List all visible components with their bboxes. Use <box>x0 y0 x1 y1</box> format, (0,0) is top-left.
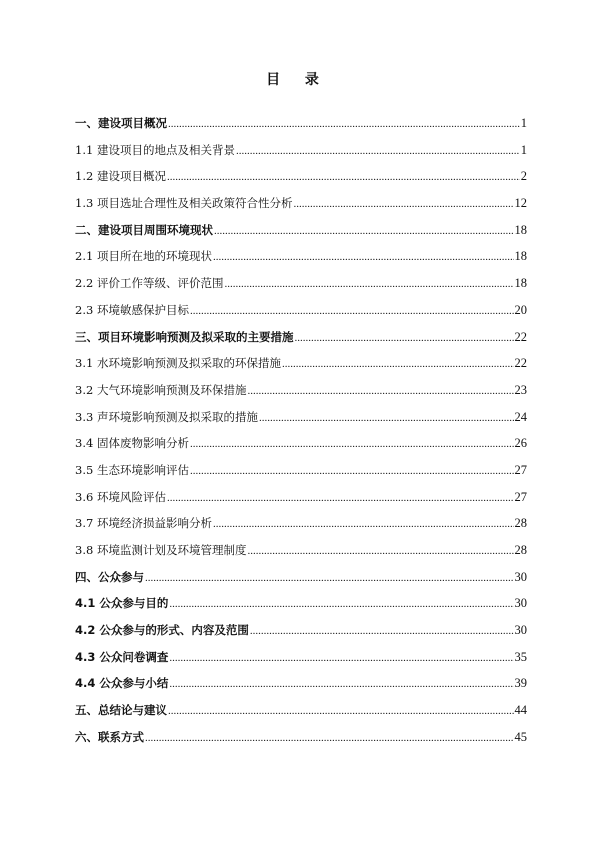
toc-entry-label: 3.3 声环境影响预测及拟采取的措施 <box>75 409 258 424</box>
toc-entry[interactable] <box>75 513 527 540</box>
toc-entry-label: 3.8 环境监测计划及环境管理制度 <box>75 543 247 557</box>
toc-leader <box>293 194 513 214</box>
toc-entry-label: 3.2 大气环境影响预测及环保措施 <box>75 382 247 397</box>
toc-entry[interactable] <box>75 647 527 674</box>
toc-entry-page: 39 <box>514 676 527 691</box>
toc-entry-label: 1.1 建设项目的地点及相关背景 <box>75 142 235 157</box>
toc-entry[interactable] <box>75 727 527 754</box>
toc-entry[interactable] <box>75 407 527 434</box>
toc-entry[interactable] <box>75 567 527 594</box>
toc-leader <box>236 141 520 161</box>
toc-entry[interactable] <box>75 700 527 727</box>
toc-leader <box>169 594 513 614</box>
toc-entry-page: 22 <box>514 356 527 371</box>
toc-entry-page: 24 <box>514 409 527 424</box>
toc-entry-page: 18 <box>514 222 527 237</box>
toc-entry-label: 3.6 环境风险评估 <box>75 489 166 504</box>
toc-entry-label: 4.2 公众参与的形式、内容及范围 <box>75 623 249 638</box>
toc-entry-page: 1 <box>520 116 527 130</box>
toc-entry[interactable] <box>75 300 527 327</box>
toc-entry[interactable] <box>75 353 527 380</box>
toc-entry-page: 23 <box>514 382 527 397</box>
toc-entry-label: 3.4 固体废物影响分析 <box>75 436 189 451</box>
toc-entry[interactable] <box>75 433 527 460</box>
toc-leader <box>168 114 520 134</box>
toc-entry-page: 35 <box>514 649 527 664</box>
toc-entry[interactable] <box>75 327 527 354</box>
toc-leader <box>167 167 520 187</box>
toc-entry-label: 3.7 环境经济损益影响分析 <box>75 516 212 531</box>
toc-entry-label: 四、公众参与 <box>75 569 144 584</box>
toc-entry[interactable] <box>75 380 527 407</box>
toc-leader <box>167 488 514 508</box>
toc-entry[interactable] <box>75 487 527 514</box>
toc-leader <box>213 514 514 534</box>
toc-entry-page: 45 <box>514 729 527 744</box>
toc-entry-label: 4.3 公众问卷调查 <box>75 649 169 664</box>
toc-entry-label: 五、总结论与建议 <box>75 703 167 718</box>
toc-entry-label: 2.3 环境敏感保护目标 <box>75 302 189 317</box>
toc-leader <box>250 621 514 641</box>
toc-entry-label: 3.1 水环境影响预测及拟采取的环保措施 <box>75 356 281 371</box>
toc-entry-page: 44 <box>514 703 527 718</box>
toc-entry-label: 3.5 生态环境影响评估 <box>75 462 189 477</box>
toc-entry-label: 2.1 项目所在地的环境现状 <box>75 249 212 264</box>
toc-entry-page: 12 <box>514 196 527 211</box>
toc-leader <box>224 274 513 294</box>
toc-entry-page: 27 <box>514 462 527 477</box>
toc-entry-page: 27 <box>514 489 527 504</box>
toc-leader <box>247 541 513 561</box>
toc-entry[interactable] <box>75 460 527 487</box>
toc-leader <box>190 301 514 321</box>
toc-entry[interactable] <box>75 273 527 300</box>
toc-entry[interactable] <box>75 220 527 247</box>
toc-entry-page: 26 <box>514 436 527 451</box>
toc-leader <box>247 381 513 401</box>
table-of-contents <box>75 113 527 754</box>
toc-entry[interactable] <box>75 246 527 273</box>
toc-entry[interactable] <box>75 140 527 167</box>
toc-entry-page: 30 <box>514 569 527 584</box>
toc-leader <box>282 354 514 374</box>
toc-entry-label: 4.4 公众参与小结 <box>75 676 169 691</box>
toc-leader <box>190 434 514 454</box>
toc-entry[interactable] <box>75 593 527 620</box>
toc-entry-page: 22 <box>514 329 527 344</box>
toc-entry[interactable] <box>75 113 527 140</box>
toc-entry-label: 二、建设项目周围环境现状 <box>75 222 213 237</box>
toc-leader <box>214 221 514 241</box>
toc-entry-page: 28 <box>514 543 527 557</box>
toc-entry-page: 18 <box>514 276 527 291</box>
toc-entry-label: 2.2 评价工作等级、评价范围 <box>75 276 224 291</box>
toc-entry-page: 30 <box>514 623 527 638</box>
toc-entry-label: 三、项目环境影响预测及拟采取的主要措施 <box>75 329 294 344</box>
toc-entry-page: 28 <box>514 516 527 531</box>
toc-leader <box>145 568 514 588</box>
toc-leader <box>190 461 514 481</box>
toc-entry-page: 18 <box>514 249 527 264</box>
toc-leader <box>168 701 514 721</box>
toc-entry-label: 六、联系方式 <box>75 729 144 744</box>
toc-entry[interactable] <box>75 620 527 647</box>
toc-leader <box>169 648 513 668</box>
toc-entry[interactable] <box>75 673 527 700</box>
toc-title: 目 录 <box>266 72 329 88</box>
toc-entry[interactable] <box>75 166 527 193</box>
toc-entry-label: 一、建设项目概况 <box>75 116 167 130</box>
toc-entry-label: 1.3 项目选址合理性及相关政策符合性分析 <box>75 196 293 211</box>
toc-entry-page: 1 <box>520 142 527 157</box>
toc-entry-page: 20 <box>514 302 527 317</box>
toc-leader <box>295 328 514 348</box>
toc-entry-page: 2 <box>520 169 527 184</box>
toc-leader <box>169 674 513 694</box>
toc-entry-page: 30 <box>514 596 527 611</box>
toc-leader <box>213 247 514 267</box>
toc-leader <box>145 728 514 748</box>
toc-entry[interactable] <box>75 193 527 220</box>
toc-entry-label: 4.1 公众参与目的 <box>75 596 169 611</box>
toc-entry-label: 1.2 建设项目概况 <box>75 169 166 184</box>
toc-entry[interactable] <box>75 540 527 567</box>
toc-leader <box>259 408 514 428</box>
